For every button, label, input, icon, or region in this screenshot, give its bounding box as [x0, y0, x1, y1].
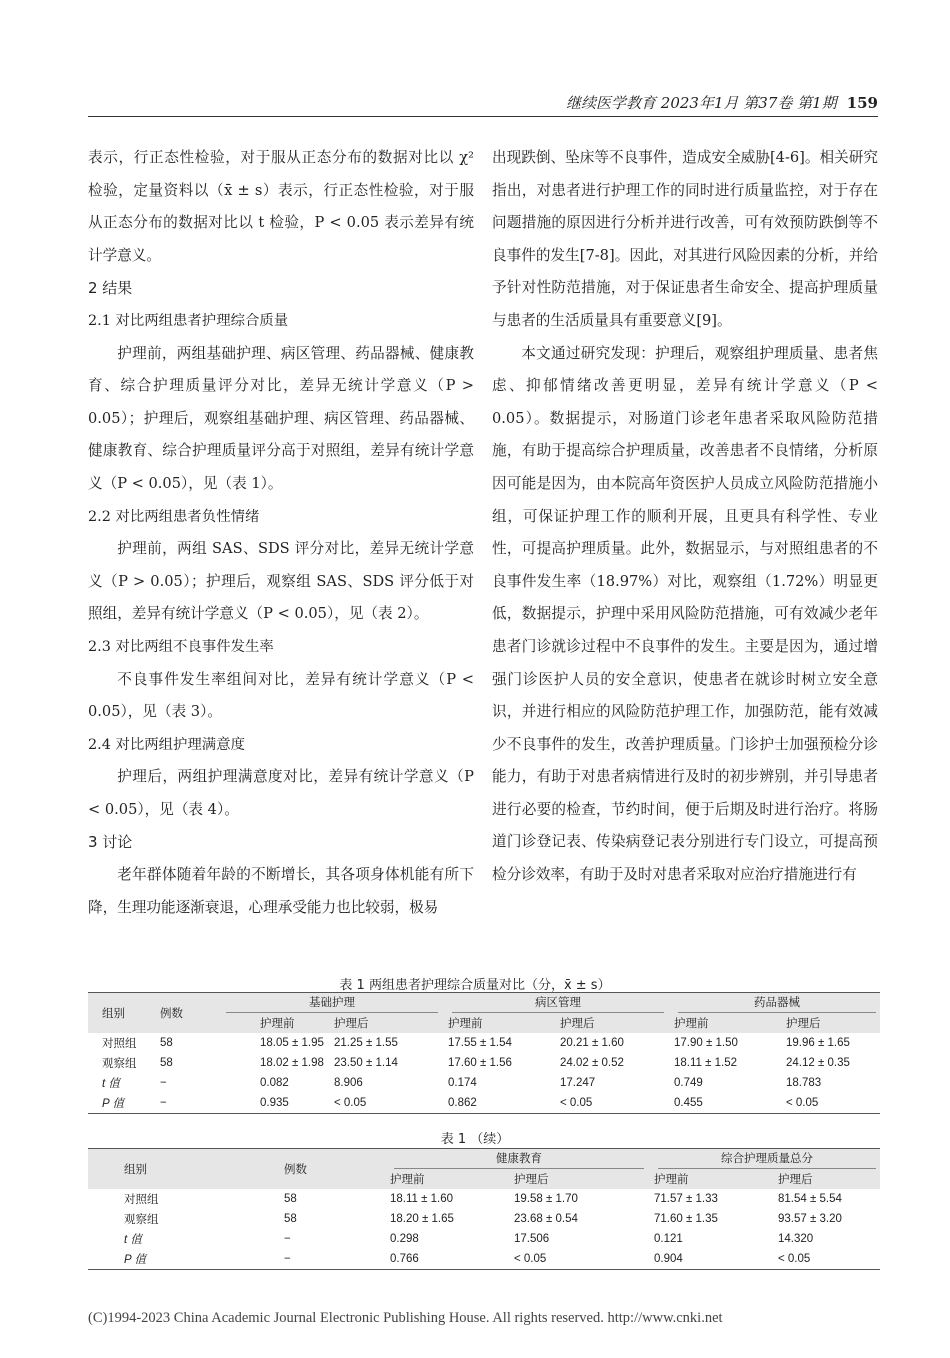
table-cell: < 0.05	[554, 1093, 668, 1114]
table1b-subheader: 护理前	[654, 1174, 689, 1186]
discussion-text: 老年群体随着年龄的不断增长，其各项身体机能有所下降，生理功能逐渐衰退，心理承受能力也比较弱，极易	[88, 866, 474, 916]
table-cell: 0.298	[390, 1233, 419, 1245]
table1-col-n: 例数	[160, 1008, 183, 1020]
table1b-header-row	[88, 1149, 880, 1170]
table-cell: 0.174	[448, 1077, 477, 1089]
table-cell: t 值	[102, 1078, 120, 1090]
table-cell: 17.55 ± 1.54	[448, 1037, 512, 1049]
table1	[88, 992, 880, 1114]
table1-subheader: 护理前	[674, 1018, 709, 1030]
table1b-subheader: 护理后	[778, 1174, 813, 1186]
table-cell: 14.320	[778, 1233, 814, 1245]
table-cell: 71.57 ± 1.33	[654, 1193, 718, 1205]
results-heading: 2 结果	[88, 279, 133, 298]
table1b-subheader: 护理后	[514, 1174, 549, 1186]
table-cell: −	[146, 1093, 216, 1114]
table-cell: 0.455	[668, 1093, 780, 1114]
table-row	[88, 1209, 880, 1229]
table-cell: 0.862	[442, 1093, 554, 1114]
journal-info: 继续医学教育 2023年1月 第37卷 第1期	[566, 94, 837, 112]
section-2-4-heading: 2.4 对比两组护理满意度	[88, 736, 245, 753]
table-cell: < 0.05	[780, 1093, 880, 1114]
table-cell: 18.02 ± 1.98	[260, 1057, 324, 1069]
table-cell: 19.58 ± 1.70	[514, 1193, 578, 1205]
table-row	[88, 1189, 880, 1209]
table-cell: 19.96 ± 1.65	[786, 1037, 850, 1049]
table-cell: P 值	[88, 1093, 146, 1114]
left-column	[88, 142, 474, 924]
discussion-heading: 3 讨论	[88, 833, 133, 852]
table1-group-header: 病区管理	[442, 993, 668, 1014]
table-row	[88, 1033, 880, 1053]
table-cell: 58	[160, 1037, 173, 1049]
table-cell: 0.121	[654, 1233, 683, 1245]
header-rule	[88, 116, 878, 117]
table-cell: < 0.05	[508, 1249, 648, 1270]
table1-group-header: 药品器械	[668, 993, 880, 1014]
table-cell: −	[160, 1077, 167, 1089]
table1-continued	[88, 1148, 880, 1270]
table-cell: 18.20 ± 1.65	[390, 1213, 454, 1225]
page-number: 159	[846, 94, 878, 112]
methods-paragraph: 表示，行正态性检验，对于服从正态分布的数据对比以 χ² 检验，定量资料以（x̄ ± s）表示，行正态性检验，对于服从正态分布的数据对比以 t 检验，P < 0.05 表示差异有统计学意义。	[88, 149, 474, 264]
table1b-col-group: 组别	[124, 1164, 147, 1176]
table-cell: 18.11 ± 1.52	[674, 1057, 738, 1069]
table-cell: 93.57 ± 3.20	[778, 1213, 842, 1225]
section-2-3-heading: 2.3 对比两组不良事件发生率	[88, 638, 274, 655]
table-cell: 18.783	[786, 1077, 822, 1089]
table-cell: 17.247	[560, 1077, 596, 1089]
table-cell: 观察组	[124, 1214, 159, 1226]
table-cell: 81.54 ± 5.54	[778, 1193, 842, 1205]
table-cell: 0.749	[674, 1077, 703, 1089]
table-cell: 24.02 ± 0.52	[560, 1057, 624, 1069]
running-header	[566, 92, 878, 113]
table-cell: 对照组	[124, 1194, 159, 1206]
table-cell: 58	[160, 1057, 173, 1069]
table1b-subheader: 护理前	[390, 1174, 425, 1186]
table-row	[88, 1093, 880, 1114]
right-column	[492, 142, 878, 892]
table-cell: −	[284, 1233, 291, 1245]
table-cell: 17.90 ± 1.50	[674, 1037, 738, 1049]
section-2-3-text: 不良事件发生率组间对比，差异有统计学意义（P < 0.05），见（表 3）。	[88, 670, 474, 721]
table-cell: t 值	[124, 1234, 142, 1246]
table-cell: < 0.05	[328, 1093, 442, 1114]
table1-title: 表 1 两组患者护理综合质量对比（分，x̄ ± s）	[339, 978, 611, 993]
discussion-findings: 本文通过研究发现：护理后，观察组护理质量、患者焦虑、抑郁情绪改善更明显，差异有统计学意义（P < 0.05）。数据提示，对肠道门诊老年患者采取风险防范措施，有助于提高综合护理质量，改善患者不良情绪，分析原因可能是因为，由本院高年资医护人员成立风险防范措施小组，可保证护理工作的顺利开展，且更具有科学性、专业性，可提高护理质量。此外，数据显示，与对照组患者的不良事件发生率（18.97%）对比，观察组（1.72%）明显更低，数据提示，护理中采用风险防范措施，可有效减少老年患者门诊就诊过程中不良事件的发生。主要是因为，通过增强门诊医护人员的安全意识，使患者在就诊时树立安全意识，并进行相应的风险防范护理工作，加强防范，能有效减少不良事件的发生，改善护理质量。门诊护士加强预检分诊能力，有助于对患者病情进行及时的初步辨别，并引导患者进行必要的检查，节约时间，便于后期及时进行治疗。将肠道门诊登记表、传染病登记表分别进行专门设立，可提高预检分诊效率，有助于及时对患者采取对应治疗措施进行有	[492, 344, 878, 884]
table-row	[88, 1229, 880, 1249]
table1b-group-header: 健康教育	[384, 1149, 648, 1170]
table1-subheader: 护理后	[786, 1018, 821, 1030]
table-cell: 18.05 ± 1.95	[260, 1037, 324, 1049]
table-cell: 24.12 ± 0.35	[786, 1057, 850, 1069]
table-cell: 20.21 ± 1.60	[560, 1037, 624, 1049]
section-2-1-text: 护理前，两组基础护理、病区管理、药品器械、健康教育、综合护理质量评分对比，差异无统计学意义（P > 0.05）；护理后，观察组基础护理、病区管理、药品器械、健康教育、综合护理质量评分高于对照组，差异有统计学意义（P < 0.05），见（表 1）。	[88, 344, 474, 492]
table1-subheader: 护理后	[560, 1018, 595, 1030]
table-cell: 23.50 ± 1.14	[334, 1057, 398, 1069]
table-cell: −	[248, 1249, 384, 1270]
table-cell: 21.25 ± 1.55	[334, 1037, 398, 1049]
table1-continued-title: 表 1 （续）	[440, 1132, 510, 1147]
table-cell: 0.904	[648, 1249, 772, 1270]
table-cell: 0.935	[216, 1093, 328, 1114]
table-cell: 0.766	[384, 1249, 508, 1270]
table-cell: 17.506	[514, 1233, 550, 1245]
table-row	[88, 1073, 880, 1093]
table-row	[88, 1053, 880, 1073]
discussion-continued: 出现跌倒、坠床等不良事件，造成安全威胁[4-6]。相关研究指出，对患者进行护理工作的同时进行质量监控，对于存在问题措施的原因进行分析并进行改善，可有效预防跌倒等不良事件的发生[7-8]。因此，对其进行风险因素的分析，并给予针对性防范措施，对于保证患者生命安全、提高护理质量与患者的生活质量具有重要意义[9]。	[492, 149, 878, 329]
table1b-col-n: 例数	[284, 1164, 307, 1176]
table1b-group-header: 综合护理质量总分	[648, 1149, 880, 1170]
section-2-1-heading: 2.1 对比两组患者护理综合质量	[88, 312, 289, 329]
table1-group-header: 基础护理	[216, 993, 442, 1014]
table1-col-group: 组别	[102, 1008, 125, 1020]
table-cell: 观察组	[102, 1058, 137, 1070]
table-row	[88, 1249, 880, 1270]
table-cell: < 0.05	[772, 1249, 880, 1270]
table-cell: 对照组	[102, 1038, 137, 1050]
table1-subheader: 护理前	[260, 1018, 295, 1030]
table-cell: 18.11 ± 1.60	[390, 1193, 454, 1205]
table-cell: 58	[284, 1193, 297, 1205]
table-cell: 23.68 ± 0.54	[514, 1213, 578, 1225]
table-cell: 17.60 ± 1.56	[448, 1057, 512, 1069]
table-cell: 58	[284, 1213, 297, 1225]
table-cell: 8.906	[334, 1077, 363, 1089]
copyright-footer: (C)1994-2023 China Academic Journal Electronic Publishing House. All rights reserved. http://www.cnki.net	[88, 1310, 723, 1326]
table-cell: 0.082	[260, 1077, 289, 1089]
table-cell: P 值	[88, 1249, 248, 1270]
section-2-2-heading: 2.2 对比两组患者负性情绪	[88, 508, 260, 525]
table1-subheader: 护理前	[448, 1018, 483, 1030]
table1-subheader: 护理后	[334, 1018, 369, 1030]
section-2-2-text: 护理前，两组 SAS、SDS 评分对比，差异无统计学意义（P > 0.05）；护理后，观察组 SAS、SDS 评分低于对照组，差异有统计学意义（P < 0.05），见（表 2）。	[88, 540, 474, 623]
table1-header-row	[88, 993, 880, 1014]
table-cell: 71.60 ± 1.35	[654, 1213, 718, 1225]
section-2-4-text: 护理后，两组护理满意度对比，差异有统计学意义（P < 0.05），见（表 4）。	[88, 768, 474, 818]
